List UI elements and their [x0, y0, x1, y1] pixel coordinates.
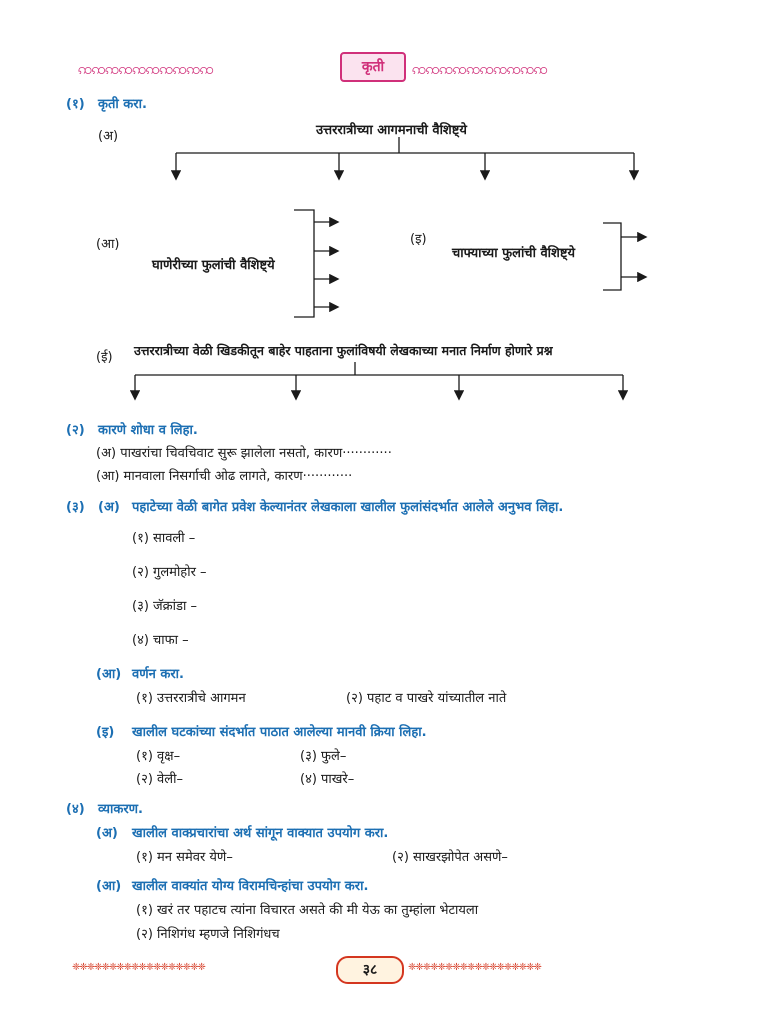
q3-aa-item-1: (१) उत्तररात्रीचे आगमन: [136, 691, 246, 706]
q1-aa-label: (आ): [96, 237, 120, 252]
page-title: कृती: [340, 52, 406, 82]
footer-ornament-right: ❈❈❈❈❈❈❈❈❈❈❈❈❈❈❈❈❈❈: [408, 962, 541, 973]
q1-ii-title: उत्तररात्रीच्या वेळी खिडकीतून बाहेर पाहताना फुलांविषयी लेखकाच्या मनात निर्माण होणारे प्रश्न: [134, 343, 553, 358]
q4-a-item-1: (१) मन समेवर येणे–: [136, 850, 233, 865]
q4-aa-item-1: (१) खरं तर पहाटच त्यांना विचारत असते की मी येऊ का तुम्हांला भेटायला: [136, 903, 479, 918]
q1-number: (१): [66, 97, 85, 112]
q3-i-item-3: (३) फुले–: [300, 749, 347, 764]
q3-i-item-2: (२) वेली–: [136, 772, 183, 787]
q4-heading: व्याकरण.: [98, 802, 143, 817]
page-number: ३८: [336, 956, 404, 984]
q2-number: (२): [66, 423, 85, 438]
q4-number: (४): [66, 802, 85, 817]
q3-number: (३): [66, 500, 85, 515]
q1-heading: कृती करा.: [98, 97, 147, 112]
q1-i-label: (इ): [410, 232, 427, 247]
q2-heading: कारणे शोधा व लिहा.: [98, 423, 198, 438]
q3-a-item-4: (४) चाफा –: [132, 633, 189, 648]
header-ornament-left: ꩡꩡꩡꩡꩡꩡꩡꩡꩡꩡ: [78, 60, 214, 78]
q3-aa-label: (आ): [96, 667, 122, 682]
q4-a-heading: खालील वाक्प्रचारांचा अर्थ सांगून वाक्यात उपयोग करा.: [132, 826, 389, 841]
header-ornament-right: ꩡꩡꩡꩡꩡꩡꩡꩡꩡꩡ: [412, 60, 548, 78]
q4-aa-label: (आ): [96, 879, 122, 894]
q4-aa-heading: खालील वाक्यांत योग्य विरामचिन्हांचा उपयोग करा.: [132, 879, 369, 894]
q3-aa-item-2: (२) पहाट व पाखरे यांच्यातील नाते: [346, 691, 507, 706]
q3-aa-heading: वर्णन करा.: [132, 667, 184, 682]
q3-a-item-1: (१) सावली –: [132, 531, 196, 546]
footer-ornament-left: ❈❈❈❈❈❈❈❈❈❈❈❈❈❈❈❈❈❈: [72, 962, 205, 973]
q1-i-title: चाफ्याच्या फुलांची वैशिष्ट्ये: [452, 246, 576, 261]
q1-ii-label: (ई): [96, 350, 113, 365]
q1-aa-title: घाणेरीच्या फुलांची वैशिष्ट्ये: [152, 258, 275, 273]
q3-i-item-1: (१) वृक्ष–: [136, 749, 181, 764]
q3-i-heading: खालील घटकांच्या संदर्भात पाठात आलेल्या मानवी क्रिया लिहा.: [132, 725, 427, 740]
q3-i-label: (इ): [96, 725, 115, 740]
q3-i-item-4: (४) पाखरे–: [300, 772, 355, 787]
q4-a-item-2: (२) साखरझोपेत असणे–: [392, 850, 508, 865]
q3-a-item-3: (३) जॅक्रांडा –: [132, 599, 197, 614]
q1-a-title: उत्तररात्रीच्या आगमनाची वैशिष्ट्ये: [316, 123, 467, 138]
q3-a-heading: पहाटेच्या वेळी बागेत प्रवेश केल्यानंतर लेखकाला खालील फुलांसंदर्भात आलेले अनुभव लिहा.: [132, 500, 564, 515]
q4-a-label: (अ): [96, 826, 118, 841]
q3-a-item-2: (२) गुलमोहोर –: [132, 565, 207, 580]
q4-aa-item-2: (२) निशिगंध म्हणजे निशिगंधच: [136, 927, 280, 942]
q2-item-2: (आ) मानवाला निसर्गाची ओढ लागते, कारण············: [96, 469, 353, 484]
q2-item-1: (अ) पाखरांचा चिवचिवाट सुरू झालेला नसतो, कारण············: [96, 446, 392, 461]
q3-a-label: (अ): [98, 500, 120, 515]
q1-a-label: (अ): [98, 129, 119, 144]
